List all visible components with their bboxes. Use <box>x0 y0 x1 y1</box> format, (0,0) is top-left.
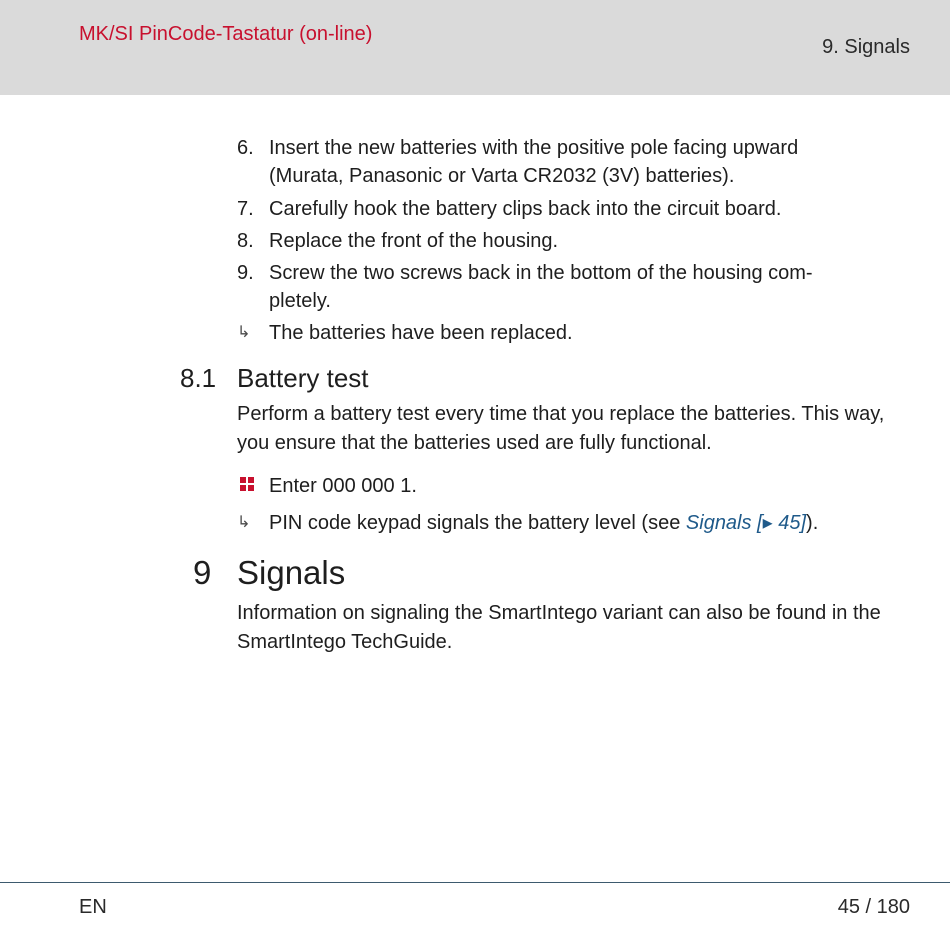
section-number: 8.1 <box>180 363 217 393</box>
result-suffix: ). <box>806 512 819 534</box>
action-enter-code <box>237 472 877 500</box>
step-6 <box>237 134 877 190</box>
footer-divider <box>0 882 950 883</box>
step-number: 9. <box>237 262 254 284</box>
chapter-heading: Signals <box>237 554 346 591</box>
page-header <box>0 0 950 95</box>
step-number: 6. <box>237 137 254 159</box>
step-text: Screw the two screws back in the bottom of the housing com-pletely. <box>269 262 813 312</box>
action-squares-icon <box>240 477 254 491</box>
link-arrow-icon: ▸ <box>762 512 773 534</box>
result-text <box>269 509 877 537</box>
result-arrow-icon: ↳ <box>237 514 251 531</box>
signals-intro: Information on signaling the SmartIntego variant can also be found in the SmartIntego TechGuide. <box>237 602 881 653</box>
chapter-number: 9 <box>193 554 212 591</box>
action-text: Enter 000 000 1. <box>269 475 417 497</box>
step-number: 7. <box>237 198 254 220</box>
step-text: Carefully hook the battery clips back into the circuit board. <box>269 198 782 220</box>
running-section-title: 9. Signals <box>822 36 910 58</box>
result-batteries-replaced <box>237 319 877 347</box>
step-text: Insert the new batteries with the positive pole facing upward (Murata, Panasonic or Varta CR2032 (3V) batteries). <box>269 137 799 187</box>
document-title: MK/SI PinCode-Tastatur (on-line) <box>79 23 373 45</box>
battery-test-intro: Perform a battery test every time that you replace the batteries. This way, you ensure that the batteries used are fully functional. <box>237 403 885 454</box>
section-heading: Battery test <box>237 363 369 393</box>
step-8 <box>237 227 877 255</box>
step-9 <box>237 259 857 315</box>
result-prefix: PIN code keypad signals the battery level (see <box>269 512 686 534</box>
link-page-number: 45] <box>772 512 807 534</box>
step-number: 8. <box>237 230 254 252</box>
step-text: Replace the front of the housing. <box>269 230 559 252</box>
result-arrow-icon: ↳ <box>237 324 251 341</box>
step-7 <box>237 195 877 223</box>
signals-link[interactable] <box>686 512 806 534</box>
footer-language: EN <box>79 896 107 918</box>
footer-page-number: 45 / 180 <box>837 896 910 918</box>
result-battery-level <box>237 509 877 537</box>
result-text: The batteries have been replaced. <box>269 322 573 344</box>
link-label: Signals [ <box>685 512 763 534</box>
